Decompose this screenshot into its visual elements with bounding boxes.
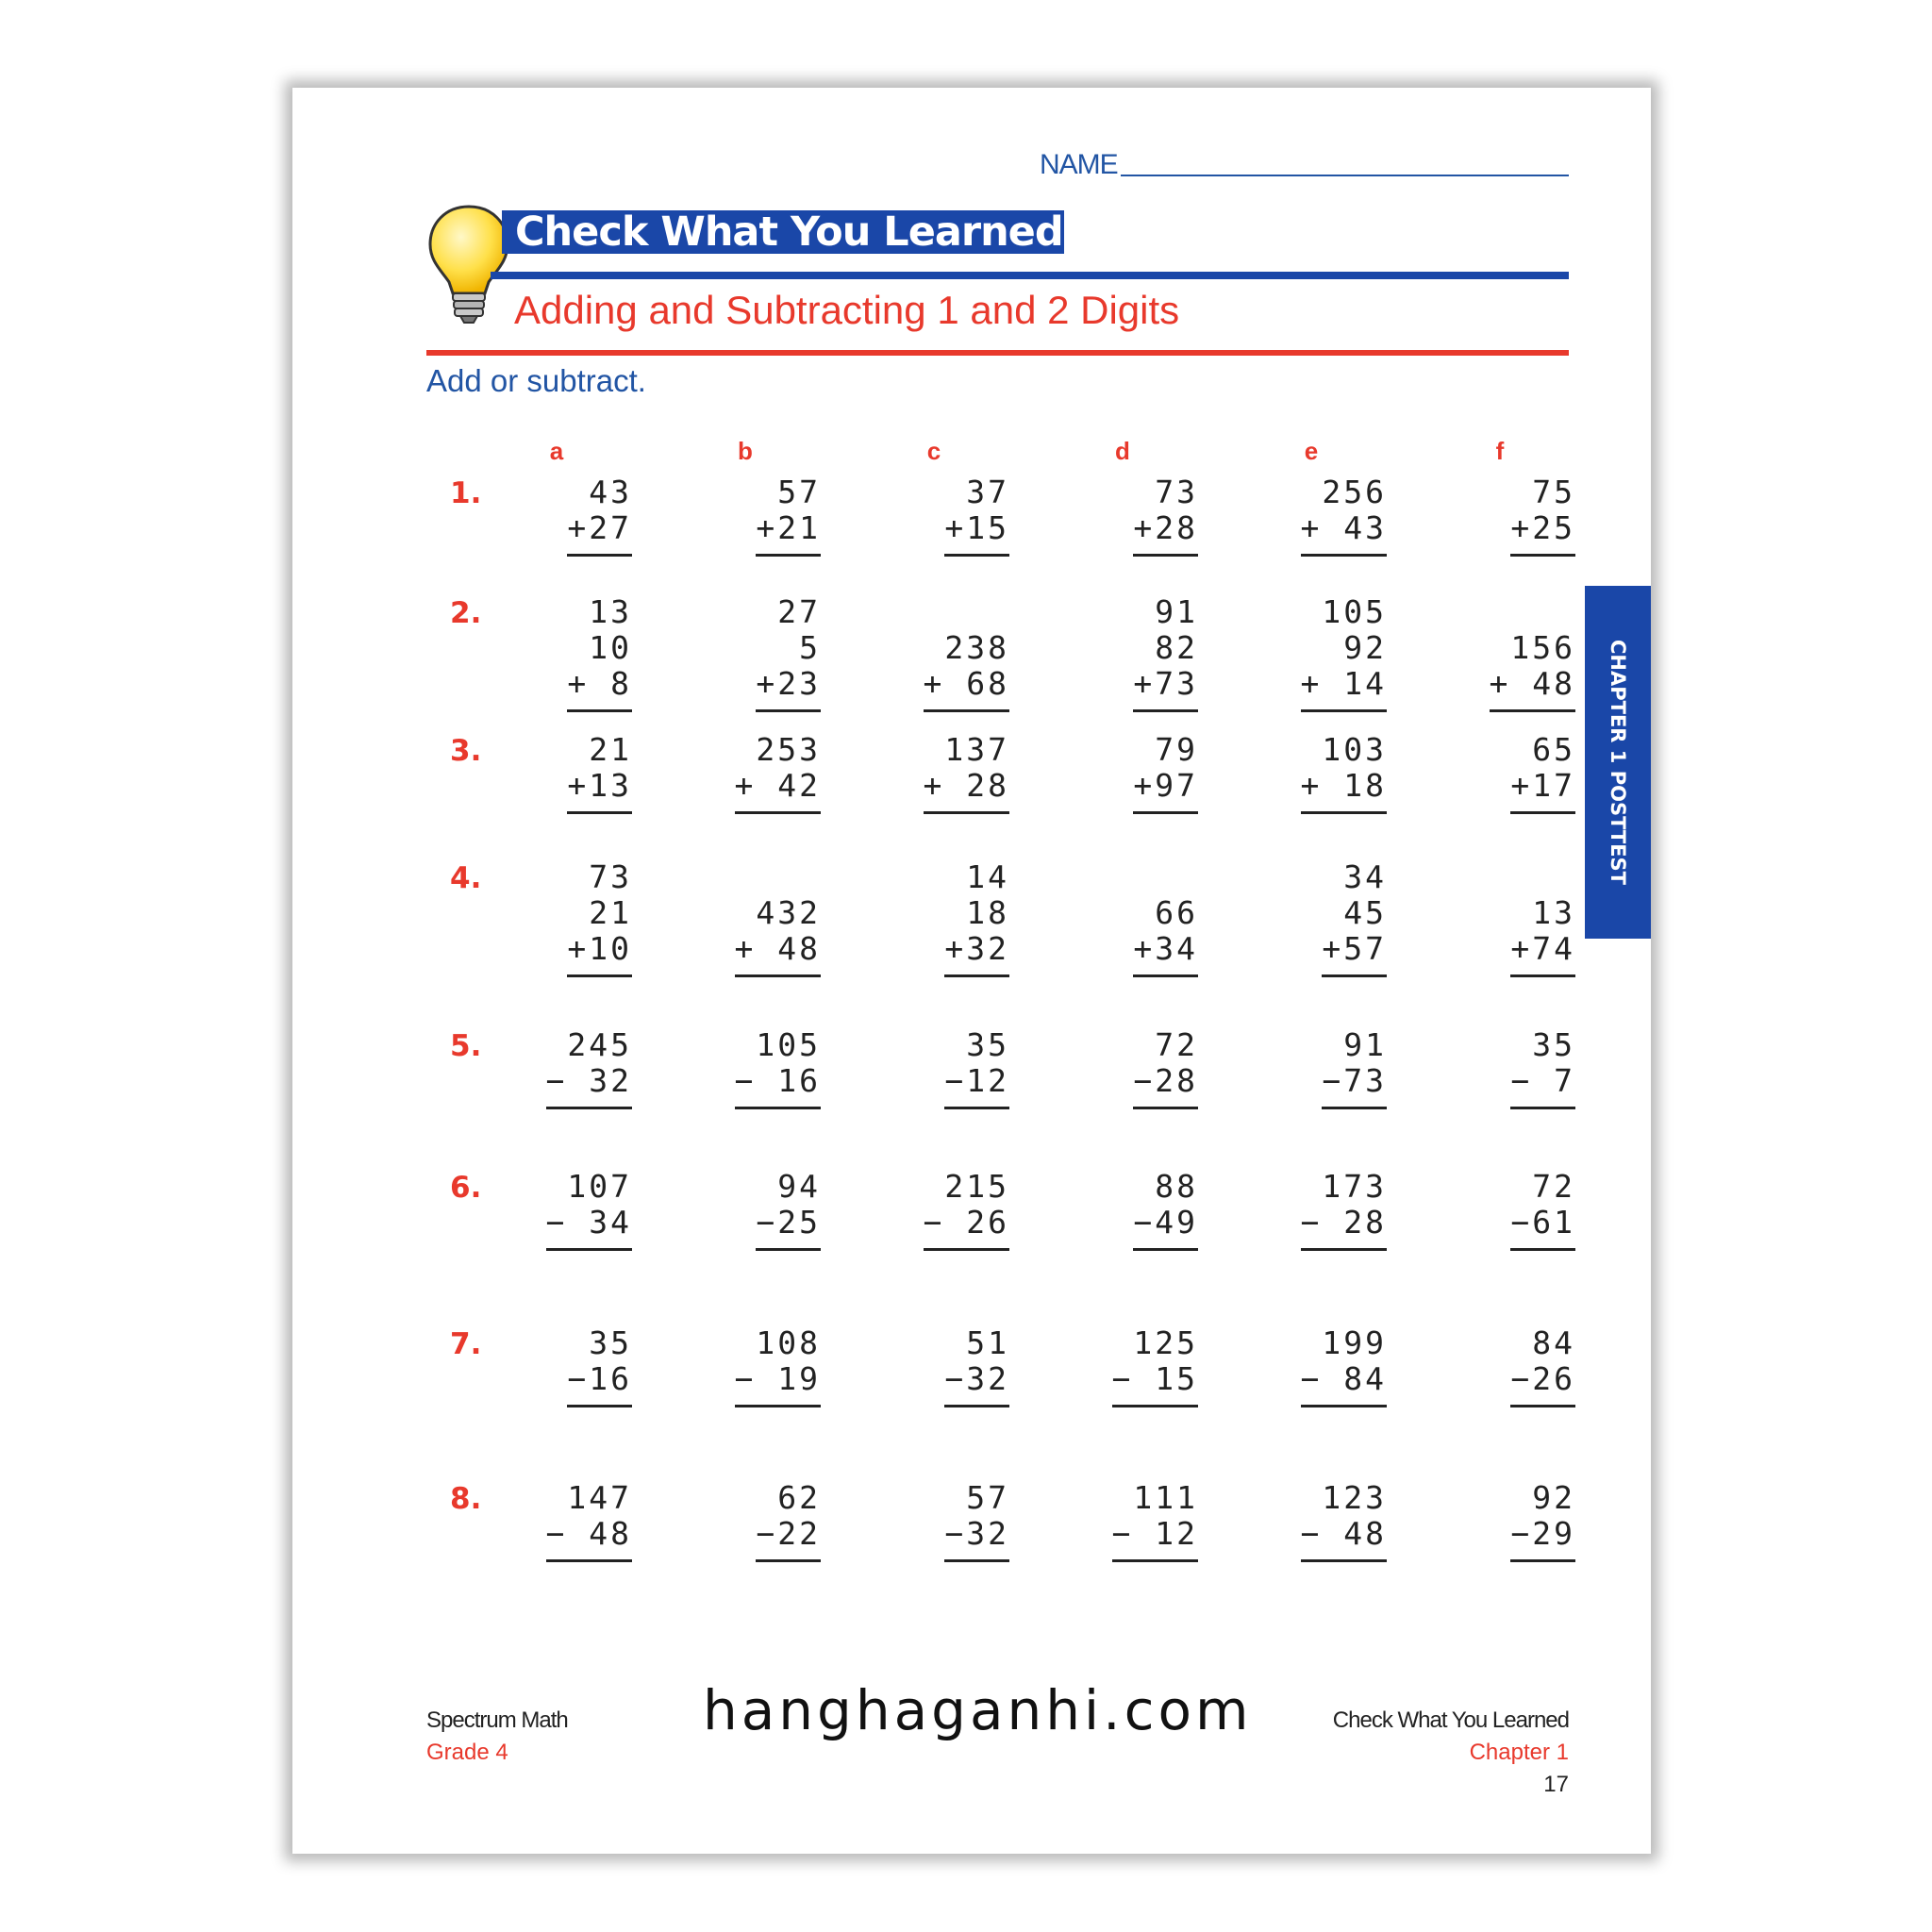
answer-line bbox=[546, 1248, 632, 1251]
math-problem bbox=[756, 594, 821, 712]
problem-operand: 37 bbox=[966, 474, 1009, 510]
problem-operand: 105 bbox=[756, 1026, 821, 1063]
math-problem bbox=[1510, 1169, 1575, 1251]
problem-operand: 35 bbox=[589, 1324, 632, 1361]
problem-operand-with-operator: +32 bbox=[944, 930, 1009, 967]
problem-operand: 103 bbox=[1322, 731, 1387, 768]
answer-line bbox=[1510, 1405, 1575, 1407]
problem-operand-with-operator: − 12 bbox=[1111, 1515, 1198, 1552]
answer-line bbox=[756, 1559, 821, 1562]
problem-operand-with-operator: + 48 bbox=[1489, 665, 1575, 702]
problem-operand-with-operator: +57 bbox=[1322, 930, 1387, 967]
problem-operand-with-operator: +25 bbox=[1510, 509, 1575, 546]
problem-operand-with-operator: − 48 bbox=[1300, 1515, 1387, 1552]
problem-row-number: 5. bbox=[450, 1029, 482, 1063]
blue-divider bbox=[491, 272, 1569, 279]
math-problem bbox=[1490, 630, 1575, 712]
math-problem bbox=[567, 1325, 632, 1407]
problem-operand-with-operator: +21 bbox=[756, 509, 821, 546]
problem-operand: 108 bbox=[756, 1324, 821, 1361]
problem-row-number: 4. bbox=[450, 861, 482, 895]
problem-operand-with-operator: +73 bbox=[1133, 665, 1198, 702]
math-problem bbox=[1133, 1027, 1198, 1109]
problem-operand-with-operator: + 18 bbox=[1300, 767, 1387, 804]
problem-operand-with-operator: +28 bbox=[1133, 509, 1198, 546]
math-problem bbox=[567, 732, 632, 814]
problem-operand: 73 bbox=[589, 858, 632, 895]
problem-row-number: 8. bbox=[450, 1482, 482, 1516]
math-problem bbox=[1510, 1325, 1575, 1407]
math-problem bbox=[1510, 1480, 1575, 1562]
problem-row-number: 1. bbox=[450, 476, 482, 510]
problem-operand-with-operator: −25 bbox=[756, 1204, 821, 1241]
answer-line bbox=[1510, 974, 1575, 977]
problem-operand: 57 bbox=[966, 1479, 1009, 1516]
problem-operand: 62 bbox=[777, 1479, 821, 1516]
answer-line bbox=[1510, 1107, 1575, 1109]
footer-chapter: Chapter 1 bbox=[1469, 1740, 1569, 1765]
problem-operand-with-operator: − 84 bbox=[1300, 1360, 1387, 1397]
math-problem bbox=[1133, 475, 1198, 557]
worksheet-page bbox=[292, 88, 1651, 1854]
problem-operand: 27 bbox=[777, 593, 821, 630]
math-problem bbox=[944, 859, 1009, 977]
math-problem bbox=[944, 475, 1009, 557]
problem-operand-with-operator: + 28 bbox=[923, 767, 1009, 804]
problem-operand: 92 bbox=[1532, 1479, 1575, 1516]
problem-operand: 35 bbox=[1532, 1026, 1575, 1063]
problem-operand: 66 bbox=[1155, 894, 1198, 931]
answer-line bbox=[924, 811, 1009, 814]
footer-series: Spectrum Math bbox=[426, 1707, 568, 1733]
problem-operand: 79 bbox=[1155, 731, 1198, 768]
chapter-side-tab-label: CHAPTER 1 POSTTEST bbox=[1607, 640, 1629, 885]
problem-operand: 215 bbox=[944, 1168, 1009, 1205]
math-problem bbox=[1322, 1027, 1387, 1109]
math-problem bbox=[1301, 594, 1387, 712]
answer-line bbox=[944, 554, 1009, 557]
footer-grade: Grade 4 bbox=[426, 1740, 508, 1765]
problem-operand: 94 bbox=[777, 1168, 821, 1205]
problem-operand: 84 bbox=[1532, 1324, 1575, 1361]
math-problem bbox=[1510, 732, 1575, 814]
problem-operand-with-operator: + 42 bbox=[734, 767, 821, 804]
math-problem bbox=[1112, 1325, 1198, 1407]
problem-operand-with-operator: −61 bbox=[1510, 1204, 1575, 1241]
problem-operand: 105 bbox=[1322, 593, 1387, 630]
problem-operand-with-operator: +10 bbox=[567, 930, 632, 967]
answer-line bbox=[1301, 1405, 1387, 1407]
problem-operand: 14 bbox=[966, 858, 1009, 895]
answer-line bbox=[735, 1405, 821, 1407]
problem-operand-with-operator: −32 bbox=[944, 1360, 1009, 1397]
math-problem bbox=[1510, 895, 1575, 977]
problem-row-number: 7. bbox=[450, 1327, 482, 1361]
math-problem bbox=[1301, 1325, 1387, 1407]
answer-line bbox=[1322, 974, 1387, 977]
problem-operand: 21 bbox=[589, 731, 632, 768]
problem-operand-with-operator: +13 bbox=[567, 767, 632, 804]
math-problem bbox=[1322, 859, 1387, 977]
answer-line bbox=[1490, 709, 1575, 712]
problem-operand-with-operator: − 7 bbox=[1510, 1062, 1575, 1099]
page-number: 17 bbox=[1543, 1772, 1569, 1797]
problem-operand-with-operator: + 68 bbox=[923, 665, 1009, 702]
answer-line bbox=[567, 554, 632, 557]
problem-operand-with-operator: − 32 bbox=[545, 1062, 632, 1099]
math-problem bbox=[756, 1480, 821, 1562]
lightbulb-icon bbox=[426, 203, 511, 325]
problem-operand-with-operator: +34 bbox=[1133, 930, 1198, 967]
problem-operand-with-operator: +23 bbox=[756, 665, 821, 702]
problem-row-number: 6. bbox=[450, 1171, 482, 1205]
math-problem bbox=[1510, 1027, 1575, 1109]
math-problem bbox=[1301, 1480, 1387, 1562]
answer-line bbox=[546, 1559, 632, 1562]
math-problem bbox=[1112, 1480, 1198, 1562]
answer-line bbox=[1112, 1405, 1198, 1407]
answer-line bbox=[1510, 1248, 1575, 1251]
problem-operand-with-operator: −12 bbox=[944, 1062, 1009, 1099]
problem-operand: 253 bbox=[756, 731, 821, 768]
math-problem bbox=[567, 475, 632, 557]
problem-operand-with-operator: −22 bbox=[756, 1515, 821, 1552]
answer-line bbox=[756, 709, 821, 712]
problem-operand: 45 bbox=[1343, 894, 1387, 931]
math-problem bbox=[567, 859, 632, 977]
problem-operand-with-operator: − 48 bbox=[545, 1515, 632, 1552]
answer-line bbox=[1322, 1107, 1387, 1109]
answer-line bbox=[1301, 1559, 1387, 1562]
page-subtitle: Adding and Subtracting 1 and 2 Digits bbox=[514, 288, 1180, 332]
problem-operand: 57 bbox=[777, 474, 821, 510]
column-letter-a: a bbox=[549, 437, 564, 465]
problem-operand-with-operator: − 26 bbox=[923, 1204, 1009, 1241]
math-problem bbox=[735, 732, 821, 814]
problem-operand-with-operator: −32 bbox=[944, 1515, 1009, 1552]
problem-operand: 156 bbox=[1510, 629, 1575, 666]
problem-operand-with-operator: −73 bbox=[1322, 1062, 1387, 1099]
answer-line bbox=[1133, 974, 1198, 977]
math-problem bbox=[546, 1027, 632, 1109]
problem-operand-with-operator: +17 bbox=[1510, 767, 1575, 804]
problem-row-number: 3. bbox=[450, 734, 482, 768]
answer-line bbox=[1510, 1559, 1575, 1562]
answer-line bbox=[567, 811, 632, 814]
problem-operand-with-operator: − 16 bbox=[734, 1062, 821, 1099]
answer-line bbox=[924, 1248, 1009, 1251]
math-problem bbox=[567, 594, 632, 712]
column-letter-e: e bbox=[1304, 437, 1319, 465]
problem-operand: 245 bbox=[567, 1026, 632, 1063]
name-label: NAME bbox=[1040, 149, 1118, 180]
problem-operand: 147 bbox=[567, 1479, 632, 1516]
instructions: Add or subtract. bbox=[426, 363, 646, 398]
problem-operand: 91 bbox=[1343, 1026, 1387, 1063]
answer-line bbox=[1133, 1248, 1198, 1251]
problem-operand: 111 bbox=[1133, 1479, 1198, 1516]
problem-operand: 238 bbox=[944, 629, 1009, 666]
answer-line bbox=[944, 1107, 1009, 1109]
math-problem bbox=[924, 732, 1009, 814]
math-problem bbox=[546, 1169, 632, 1251]
problem-operand-with-operator: − 19 bbox=[734, 1360, 821, 1397]
answer-line bbox=[735, 974, 821, 977]
problem-operand-with-operator: −29 bbox=[1510, 1515, 1575, 1552]
answer-line bbox=[756, 1248, 821, 1251]
problem-operand: 88 bbox=[1155, 1168, 1198, 1205]
answer-line bbox=[1510, 554, 1575, 557]
column-letter-c: c bbox=[926, 437, 941, 465]
math-problem bbox=[944, 1027, 1009, 1109]
problem-operand: 21 bbox=[589, 894, 632, 931]
answer-line bbox=[1510, 811, 1575, 814]
column-letter-d: d bbox=[1115, 437, 1130, 465]
problem-operand: 43 bbox=[589, 474, 632, 510]
math-problem bbox=[1301, 732, 1387, 814]
column-letter-b: b bbox=[738, 437, 753, 465]
problem-operand: 73 bbox=[1155, 474, 1198, 510]
math-problem bbox=[735, 1325, 821, 1407]
problem-operand-with-operator: + 43 bbox=[1300, 509, 1387, 546]
problem-operand: 34 bbox=[1343, 858, 1387, 895]
problem-operand: 92 bbox=[1343, 629, 1387, 666]
problem-operand: 13 bbox=[1532, 894, 1575, 931]
problem-operand: 72 bbox=[1532, 1168, 1575, 1205]
problem-operand-with-operator: +97 bbox=[1133, 767, 1198, 804]
problem-operand: 72 bbox=[1155, 1026, 1198, 1063]
answer-line bbox=[1301, 1248, 1387, 1251]
math-problem bbox=[944, 1480, 1009, 1562]
answer-line bbox=[567, 974, 632, 977]
watermark: hanghaganhi.com bbox=[703, 1678, 1253, 1742]
problem-operand-with-operator: + 48 bbox=[734, 930, 821, 967]
math-problem bbox=[1133, 1169, 1198, 1251]
math-problem bbox=[546, 1480, 632, 1562]
problem-operand-with-operator: + 8 bbox=[567, 665, 632, 702]
problem-operand: 123 bbox=[1322, 1479, 1387, 1516]
problem-row-number: 2. bbox=[450, 596, 482, 630]
problem-operand: 107 bbox=[567, 1168, 632, 1205]
problem-operand-with-operator: +15 bbox=[944, 509, 1009, 546]
math-problem bbox=[735, 895, 821, 977]
answer-line bbox=[944, 974, 1009, 977]
answer-line bbox=[735, 811, 821, 814]
math-problem bbox=[924, 1169, 1009, 1251]
answer-line bbox=[567, 1405, 632, 1407]
problem-operand-with-operator: −28 bbox=[1133, 1062, 1198, 1099]
answer-line bbox=[1133, 554, 1198, 557]
math-problem bbox=[1301, 475, 1387, 557]
problem-operand: 173 bbox=[1322, 1168, 1387, 1205]
math-problem bbox=[924, 630, 1009, 712]
answer-line bbox=[944, 1559, 1009, 1562]
answer-line bbox=[924, 709, 1009, 712]
answer-line bbox=[756, 554, 821, 557]
problem-operand: 91 bbox=[1155, 593, 1198, 630]
math-problem bbox=[756, 475, 821, 557]
answer-line bbox=[1301, 709, 1387, 712]
math-problem bbox=[1301, 1169, 1387, 1251]
problem-operand: 75 bbox=[1532, 474, 1575, 510]
answer-line bbox=[1133, 1107, 1198, 1109]
problem-operand: 10 bbox=[589, 629, 632, 666]
problem-operand: 199 bbox=[1322, 1324, 1387, 1361]
problem-operand: 82 bbox=[1155, 629, 1198, 666]
problem-operand-with-operator: −26 bbox=[1510, 1360, 1575, 1397]
math-problem bbox=[735, 1027, 821, 1109]
problem-operand: 256 bbox=[1322, 474, 1387, 510]
red-divider bbox=[426, 350, 1569, 356]
answer-line bbox=[567, 709, 632, 712]
problem-operand: 51 bbox=[966, 1324, 1009, 1361]
problem-operand: 18 bbox=[966, 894, 1009, 931]
problem-operand-with-operator: +74 bbox=[1510, 930, 1575, 967]
answer-line bbox=[1301, 554, 1387, 557]
answer-line bbox=[546, 1107, 632, 1109]
problem-operand-with-operator: − 34 bbox=[545, 1204, 632, 1241]
problem-operand: 65 bbox=[1532, 731, 1575, 768]
answer-line bbox=[944, 1405, 1009, 1407]
math-problem bbox=[1133, 895, 1198, 977]
problem-operand-with-operator: +27 bbox=[567, 509, 632, 546]
math-problem bbox=[1133, 594, 1198, 712]
problem-operand-with-operator: + 14 bbox=[1300, 665, 1387, 702]
math-problem bbox=[1510, 475, 1575, 557]
column-letter-f: f bbox=[1495, 437, 1505, 465]
problem-operand-with-operator: − 28 bbox=[1300, 1204, 1387, 1241]
answer-line bbox=[1112, 1559, 1198, 1562]
answer-line bbox=[1133, 811, 1198, 814]
problem-operand: 125 bbox=[1133, 1324, 1198, 1361]
name-line bbox=[1121, 175, 1569, 176]
math-problem bbox=[1133, 732, 1198, 814]
problem-operand: 35 bbox=[966, 1026, 1009, 1063]
math-problem bbox=[756, 1169, 821, 1251]
problem-operand: 5 bbox=[799, 629, 821, 666]
answer-line bbox=[1301, 811, 1387, 814]
problem-operand: 432 bbox=[756, 894, 821, 931]
problem-operand-with-operator: −49 bbox=[1133, 1204, 1198, 1241]
page-title: Check What You Learned bbox=[515, 208, 1063, 256]
answer-line bbox=[735, 1107, 821, 1109]
math-problem bbox=[944, 1325, 1009, 1407]
problem-operand-with-operator: −16 bbox=[567, 1360, 632, 1397]
problem-operand-with-operator: − 15 bbox=[1111, 1360, 1198, 1397]
footer-section: Check What You Learned bbox=[1332, 1707, 1569, 1733]
answer-line bbox=[1133, 709, 1198, 712]
problem-operand: 13 bbox=[589, 593, 632, 630]
problem-operand: 137 bbox=[944, 731, 1009, 768]
